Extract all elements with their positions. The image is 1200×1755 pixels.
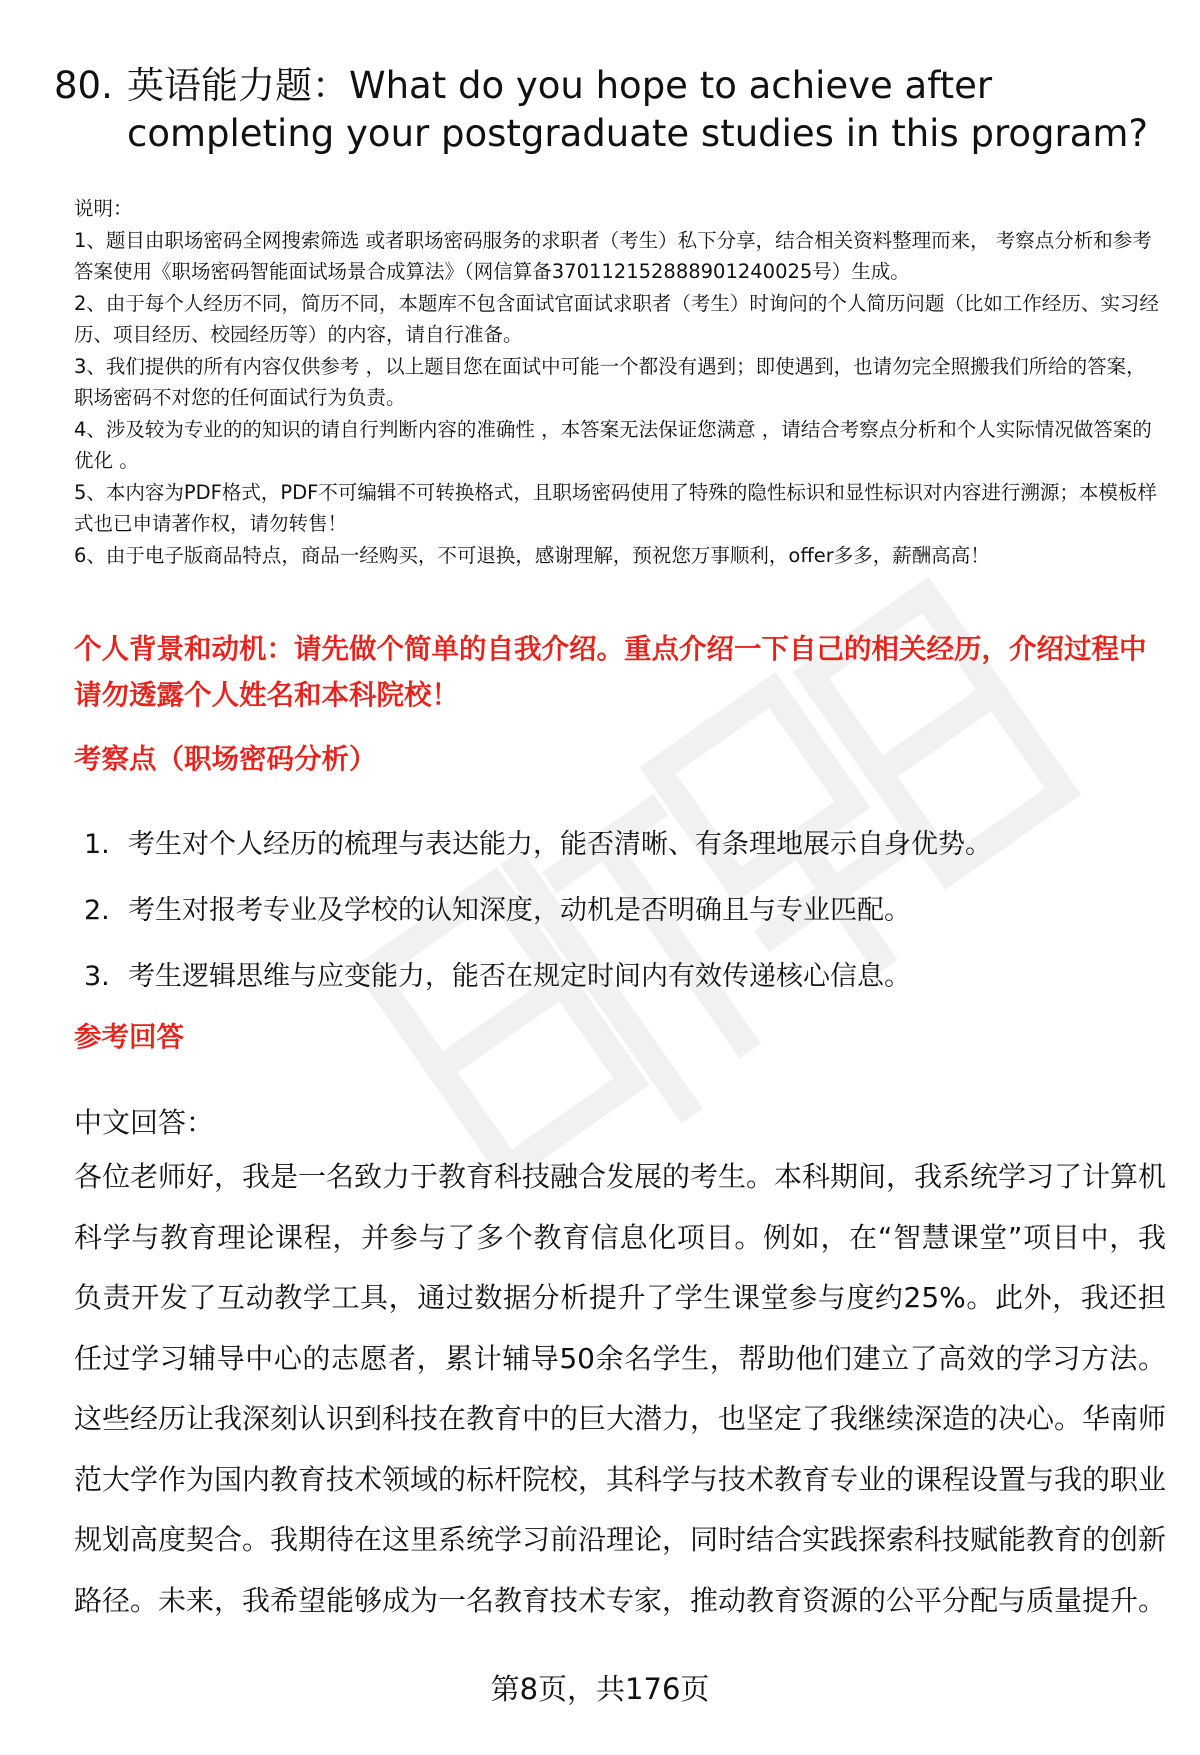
note-item: 6、由于电子版商品特点，商品一经购买，不可退换，感谢理解，预祝您万事顺利，offer多多，薪酬高高！ xyxy=(74,543,990,567)
point-text: 考生对报考专业及学校的认知深度，动机是否明确且与专业匹配。 xyxy=(128,895,911,926)
note-item: 1、题目由职场密码全网搜索筛选 或者职场密码服务的求职者（考生）私下分享，结合相关资料整理而来， 考察点分析和参考答案使用《职场密码智能面试场景合成算法》（网信算备370112152888901240025号）生成。 xyxy=(74,228,1152,283)
point-number: 3. xyxy=(84,961,110,992)
notes-heading: 说明： xyxy=(74,197,133,220)
question-number: 80. xyxy=(54,64,113,107)
point-number: 2. xyxy=(84,895,110,926)
assessment-heading: 考察点（职场密码分析） xyxy=(74,743,377,775)
note-item: 3、我们提供的所有内容仅供参考 ，以上题目您在面试中可能一个都没有遇到；即使遇到，也请勿完全照搬我们所给的答案，职场密码不对您的任何面试行为负责。 xyxy=(74,354,1146,409)
assessment-points xyxy=(74,812,1164,1010)
assessment-point xyxy=(74,878,1164,944)
background-heading: 个人背景和动机：请先做个简单的自我介绍。重点介绍一下自己的相关经历，介绍过程中请勿透露个人姓名和本科院校！ xyxy=(74,633,1147,711)
question-title xyxy=(54,62,1164,158)
assessment-point xyxy=(74,812,1164,878)
assessment-point xyxy=(74,944,1164,1010)
note-item: 4、涉及较为专业的的知识的请自行判断内容的准确性 ，本答案无法保证您满意 ，请结合考察点分析和个人实际情况做答案的优化 。 xyxy=(74,417,1152,472)
notes-section xyxy=(74,193,1164,571)
answer-label: 中文回答： xyxy=(74,1106,215,1139)
answer-body: 各位老师好，我是一名致力于教育科技融合发展的考生。本科期间，我系统学习了计算机科学与教育理论课程，并参与了多个教育信息化项目。例如，在“智慧课堂”项目中，我负责开发了互动教学工具，通过数据分析提升了学生课堂参与度约25%。此外，我还担任过学习辅导中心的志愿者，累计辅导50余名学生，帮助他们建立了高效的学习方法。这些经历让我深刻认识到科技在教育中的巨大潜力，也坚定了我继续深造的决心。华南师范大学作为国内教育技术领域的标杆院校，其科学与技术教育专业的课程设置与我的职业规划高度契合。我期待在这里系统学习前沿理论，同时结合实践探索科技赋能教育的创新路径。未来，我希望能够成为一名教育技术专家，推动教育资源的公平分配与质量提升。 xyxy=(74,1160,1167,1617)
reference-heading: 参考回答 xyxy=(74,1021,184,1053)
point-text: 考生对个人经历的梳理与表达能力，能否清晰、有条理地展示自身优势。 xyxy=(128,829,992,860)
point-number: 1. xyxy=(84,829,110,860)
question-text: 英语能力题：What do you hope to achieve after completing your postgraduate studies in this program? xyxy=(127,64,1149,155)
note-item: 5、本内容为PDF格式，PDF不可编辑不可转换格式，且职场密码使用了特殊的隐性标识和显性标识对内容进行溯源；本模板样式也已申请著作权，请勿转售！ xyxy=(74,480,1157,535)
point-text: 考生逻辑思维与应变能力，能否在规定时间内有效传递核心信息。 xyxy=(128,961,911,992)
note-item: 2、由于每个人经历不同，简历不同，本题库不包含面试官面试求职者（考生）时询问的个人简历问题（比如工作经历、实习经历、项目经历、校园经历等）的内容，请自行准备。 xyxy=(74,291,1159,346)
page-footer: 第8页，共176页 xyxy=(490,1672,710,1706)
